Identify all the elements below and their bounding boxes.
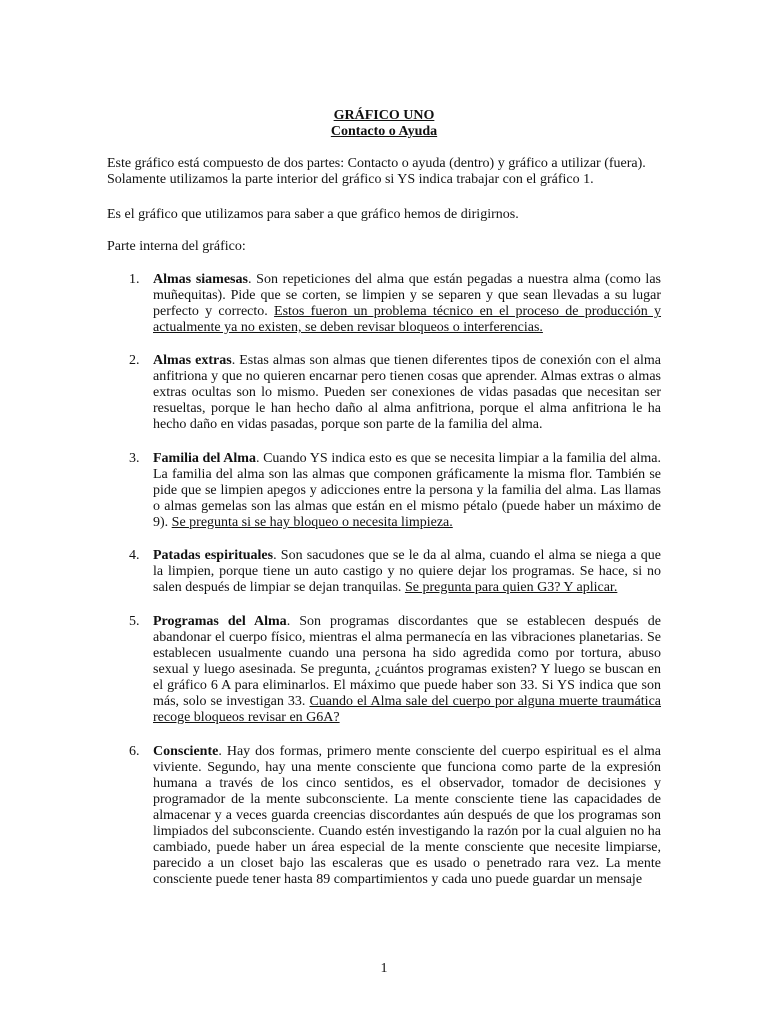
document-subtitle: Contacto o Ayuda [330, 124, 438, 139]
list-item-underlined-note: Se pregunta si se hay bloqueo o necesita limpieza. [171, 515, 453, 530]
list-item-underlined-note: Cuando el Alma sale del cuerpo por alguna muerte traumática recoge bloqueos revisar en G6A? [153, 694, 661, 725]
list-item-body [153, 614, 661, 726]
list-item-text: . Estas almas son almas que tienen diferentes tipos de conexión con el alma anfitriona y que no quieren encarnar pero tienen cosas que aprender. Almas extras o almas extras ocultas son lo mismo. Pueden ser conexiones de vidas pasadas que necesitan ser resueltas, porque le han hecho daño al alma anfitriona, porque el alma anfitriona le ha hecho daño en vidas pasadas, porque son parte de la familia del alma. [153, 353, 661, 432]
list-item-text: . Son programas discordantes que se establecen después de abandonar el cuerpo físico, mientras el alma permanecía en las vibraciones planetarias. Se establecen usualmente cuando una persona ha sido agredida como por tortura, abuso sexual y luego asesinada. Se pregunta, ¿cuántos programas existen? Y luego se buscan en el gráfico 6 A para eliminarlos. El máximo que puede haber son 33. Si YS indica que son más, solo se investigan 33. [153, 614, 661, 709]
list-item-heading: Familia del Alma [153, 451, 256, 466]
list-item-heading: Almas extras [153, 353, 232, 368]
list-item-number: 2. [129, 353, 140, 368]
list-item [107, 548, 661, 596]
list-item [107, 614, 661, 726]
list-item-body [153, 744, 661, 888]
page-number: 1 [380, 961, 388, 976]
section-label: Parte interna del gráfico: [107, 239, 246, 254]
list-item-body [153, 272, 661, 336]
list-item-number: 4. [129, 548, 140, 563]
list-item-text: . Cuando YS indica esto es que se necesita limpiar a la familia del alma. La familia del alma son las almas que componen gráficamente la misma flor. También se pide que se limpien apegos y adicciones entre la persona y la familia del alma. Las llamas o almas gemelas son las almas que están en el mismo pétalo (puede haber un máximo de 9). [153, 451, 661, 530]
list-item-number: 3. [129, 451, 140, 466]
list-item [107, 353, 661, 433]
list-item-number: 1. [129, 272, 140, 287]
list-item-body [153, 548, 661, 596]
list-item-body [153, 353, 661, 433]
list-item [107, 451, 661, 531]
list-item-heading: Almas siamesas [153, 272, 248, 287]
list-item-text: . Son sacudones que se le da al alma, cuando el alma se niega a que la limpien, porque tiene un auto castigo y no quiere dejar los programas. Se hace, si no salen después de limpiar se dejan tranquilas. [153, 548, 661, 595]
list-item-text: . Son repeticiones del alma que están pegadas a nuestra alma (como las muñequitas). Pide que se corten, se limpien y se separen y que sean llevadas a su lugar perfecto y correcto. [153, 272, 661, 319]
list-item-text: . Hay dos formas, primero mente consciente del cuerpo espiritual es el alma viviente. Segundo, hay una mente consciente que funciona como parte de la expresión humana a través de los cinco sentidos, es el observador, tomador de decisiones y programador de la mente subconsciente. La mente consciente tiene las capacidades de almacenar y a veces guarda creencias discordantes aún después de que los programas son limpiados del subconsciente. Cuando estén investigando la razón por la cual alguien no ha cambiado, puede haber un área especial de la mente consciente que necesite limpiarse, parecido a un closet bajo las escaleras que es usado o penetrado rara vez. La mente consciente puede tener hasta 89 compartimientos y cada uno puede guardar un mensaje [153, 744, 661, 887]
list-item-body [153, 451, 661, 531]
list-item-heading: Programas del Alma [153, 614, 287, 629]
list-item-number: 6. [129, 744, 140, 759]
list-item-underlined-note: Estos fueron un problema técnico en el proceso de producción y actualmente ya no existen, se deben revisar bloqueos o interferencias. [153, 304, 662, 335]
intro-paragraph: Este gráfico está compuesto de dos partes: Contacto o ayuda (dentro) y gráfico a utilizar (fuera). Solamente utilizamos la parte interior del gráfico si YS indica trabajar con el gráfico 1. [107, 156, 646, 187]
list-item [107, 272, 661, 336]
list-item-heading: Patadas espirituales [153, 548, 274, 563]
list-item-underlined-note: Se pregunta para quien G3? Y aplicar. [404, 580, 618, 595]
list-item-number: 5. [129, 614, 140, 629]
list-item-heading: Consciente [153, 744, 219, 759]
document-title: GRÁFICO UNO [333, 108, 435, 123]
list-item [107, 744, 661, 888]
purpose-paragraph: Es el gráfico que utilizamos para saber a que gráfico hemos de dirigirnos. [107, 207, 519, 222]
